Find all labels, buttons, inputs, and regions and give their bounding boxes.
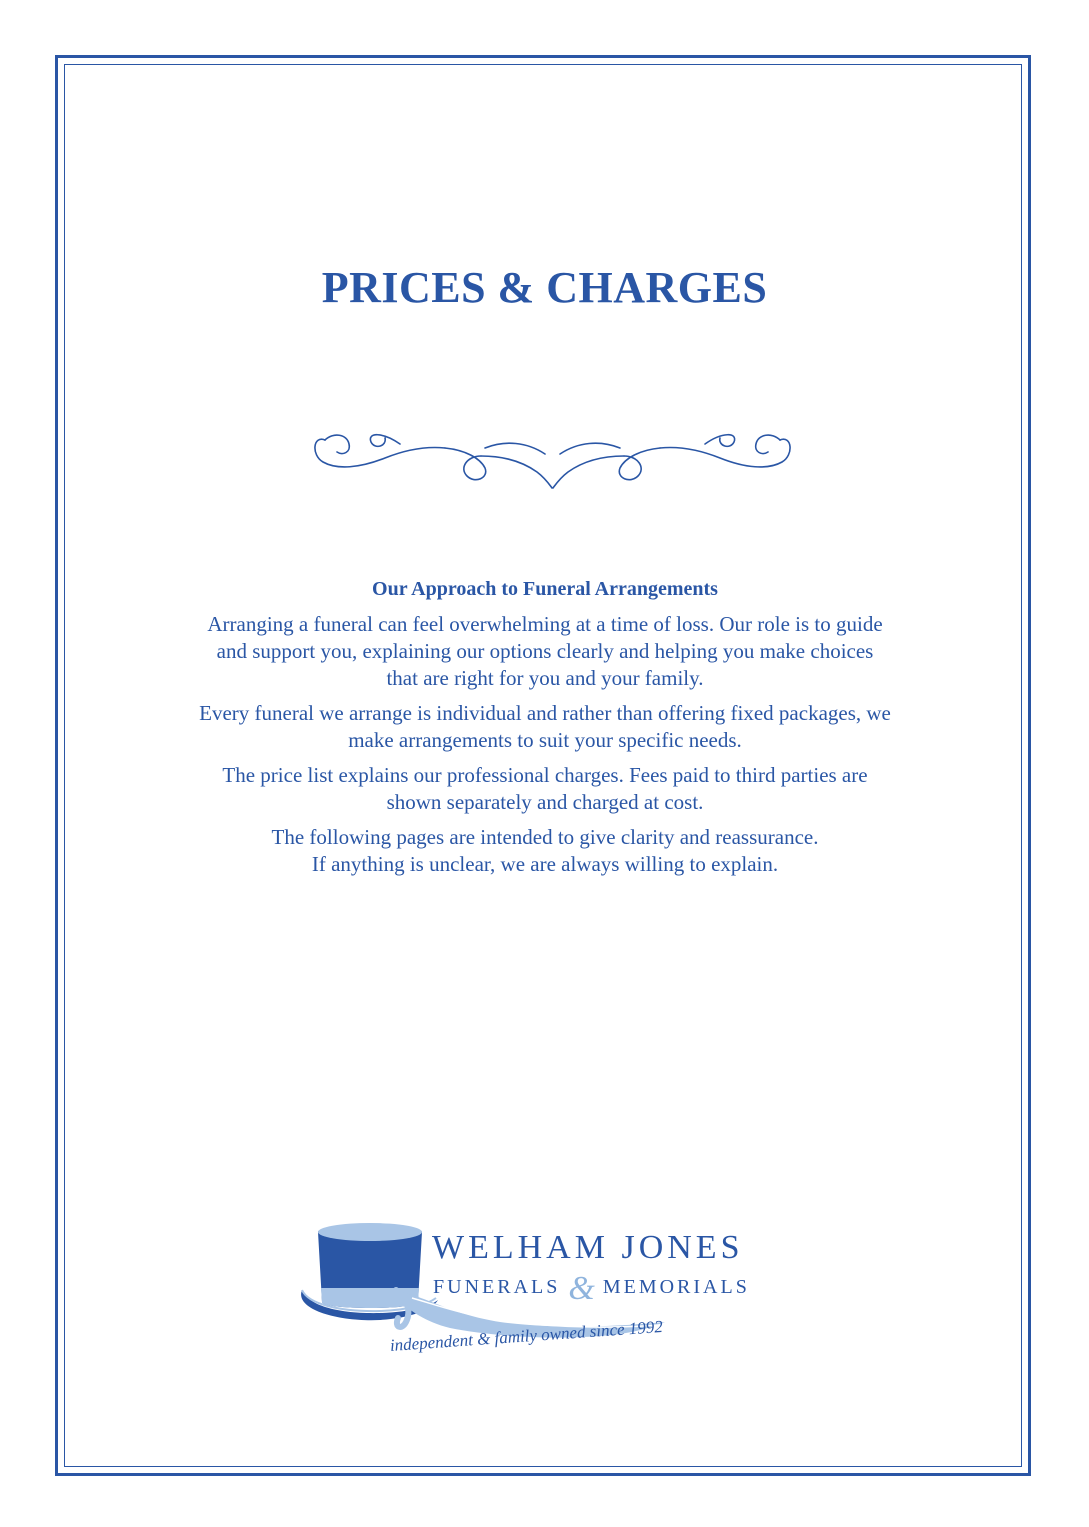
logo-ampersand: & xyxy=(568,1270,595,1307)
intro-section xyxy=(120,575,970,886)
paragraph-line: and support you, explaining our options clearly and helping you make choices xyxy=(216,639,874,663)
logo-sub-right: MEMORIALS xyxy=(602,1276,750,1298)
page-title: PRICES & CHARGES xyxy=(321,263,768,312)
decorative-flourish-icon xyxy=(305,410,800,495)
logo-subtitle xyxy=(433,1270,750,1307)
logo-sub-left: FUNERALS xyxy=(433,1276,561,1298)
paragraph-line: make arrangements to suit your specific needs. xyxy=(348,728,742,752)
logo-company-name: WELHAM JONES xyxy=(432,1229,744,1266)
paragraph-line: that are right for you and your family. xyxy=(386,666,704,690)
intro-paragraph-1 xyxy=(120,611,970,692)
intro-paragraph-3 xyxy=(120,762,970,816)
paragraph-line: If anything is unclear, we are always willing to explain. xyxy=(311,852,779,876)
paragraph-line: shown separately and charged at cost. xyxy=(386,790,704,814)
intro-heading: Our Approach to Funeral Arrangements xyxy=(372,578,718,600)
company-logo xyxy=(300,1210,810,1380)
paragraph-line: Arranging a funeral can feel overwhelming at a time of loss. Our role is to guide xyxy=(207,612,883,636)
intro-paragraph-4 xyxy=(120,824,970,878)
intro-paragraph-2 xyxy=(120,700,970,754)
paragraph-line: The price list explains our professional charges. Fees paid to third parties are xyxy=(222,763,868,787)
logo-tagline: independent & family owned since 1992 xyxy=(389,1316,664,1355)
paragraph-line: Every funeral we arrange is individual and rather than offering fixed packages, we xyxy=(199,701,891,725)
paragraph-line: The following pages are intended to give clarity and reassurance. xyxy=(271,825,819,849)
